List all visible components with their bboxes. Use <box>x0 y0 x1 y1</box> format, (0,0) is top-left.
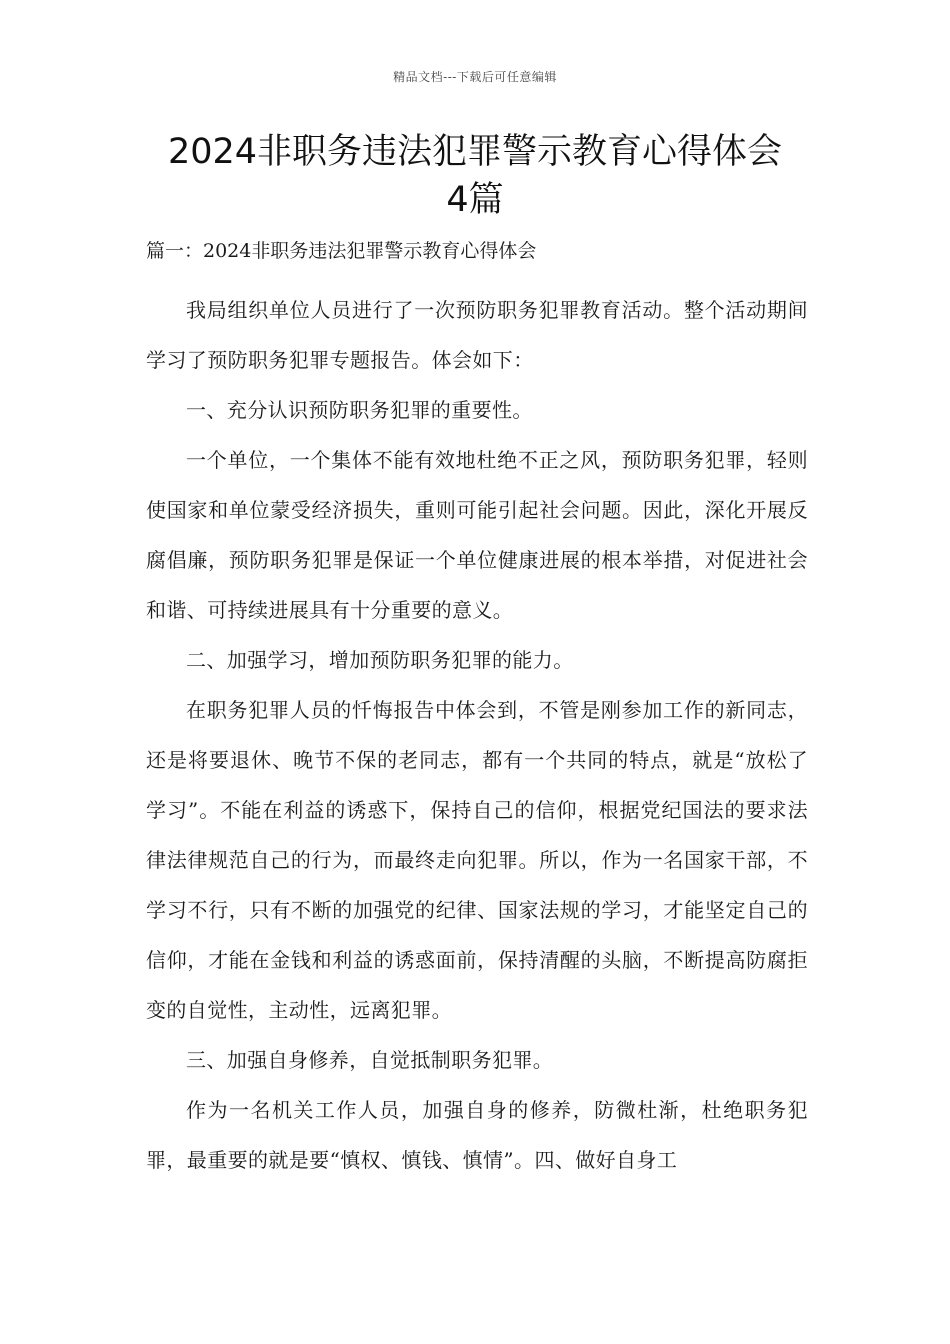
heading-point-3: 三、加强自身修养，自觉抵制职务犯罪。 <box>186 1048 554 1072</box>
heading-point-2: 二、加强学习，增加预防职务犯罪的能力。 <box>186 648 574 672</box>
paragraph-point-1: 一个单位，一个集体不能有效地杜绝不正之风，预防职务犯罪，轻则使国家和单位蒙受经济损失，重则可能引起社会问题。因此，深化开展反腐倡廉，预防职务犯罪是保证一个单位健康进展的根本举措，对促进社会和谐、可持续进展具有十分重要的意义。 <box>146 448 808 622</box>
paragraph-point-3: 作为一名机关工作人员，加强自身的修养，防微杜渐，杜绝职务犯罪，最重要的就是要“慎权、慎钱、慎情”。四、做好自身工 <box>146 1098 808 1172</box>
heading-point-1: 一、充分认识预防职务犯罪的重要性。 <box>186 398 533 422</box>
paragraph-intro: 我局组织单位人员进行了一次预防职务犯罪教育活动。整个活动期间学习了预防职务犯罪专题报告。体会如下： <box>146 298 808 372</box>
document-title <box>120 128 830 224</box>
header-note: 精品文档---下载后可任意编辑 <box>393 70 557 84</box>
document-title-line-2: 4篇 <box>446 180 504 220</box>
document-title-line-1: 2024非职务违法犯罪警示教育心得体会 <box>167 132 783 172</box>
paragraph-point-2: 在职务犯罪人员的忏悔报告中体会到，不管是刚参加工作的新同志，还是将要退休、晚节不保的老同志，都有一个共同的特点，就是“放松了学习”。不能在利益的诱惑下，保持自己的信仰，根据党纪国法的要求法律法律规范自己的行为，而最终走向犯罪。所以，作为一名国家干部，不学习不行，只有不断的加强党的纪律、国家法规的学习，才能坚定自己的信仰，才能在金钱和利益的诱惑面前，保持清醒的头脑，不断提高防腐拒变的自觉性，主动性，远离犯罪。 <box>146 698 808 1022</box>
section-title: 篇一：2024非职务违法犯罪警示教育心得体会 <box>146 240 537 262</box>
document-body <box>146 285 808 1185</box>
